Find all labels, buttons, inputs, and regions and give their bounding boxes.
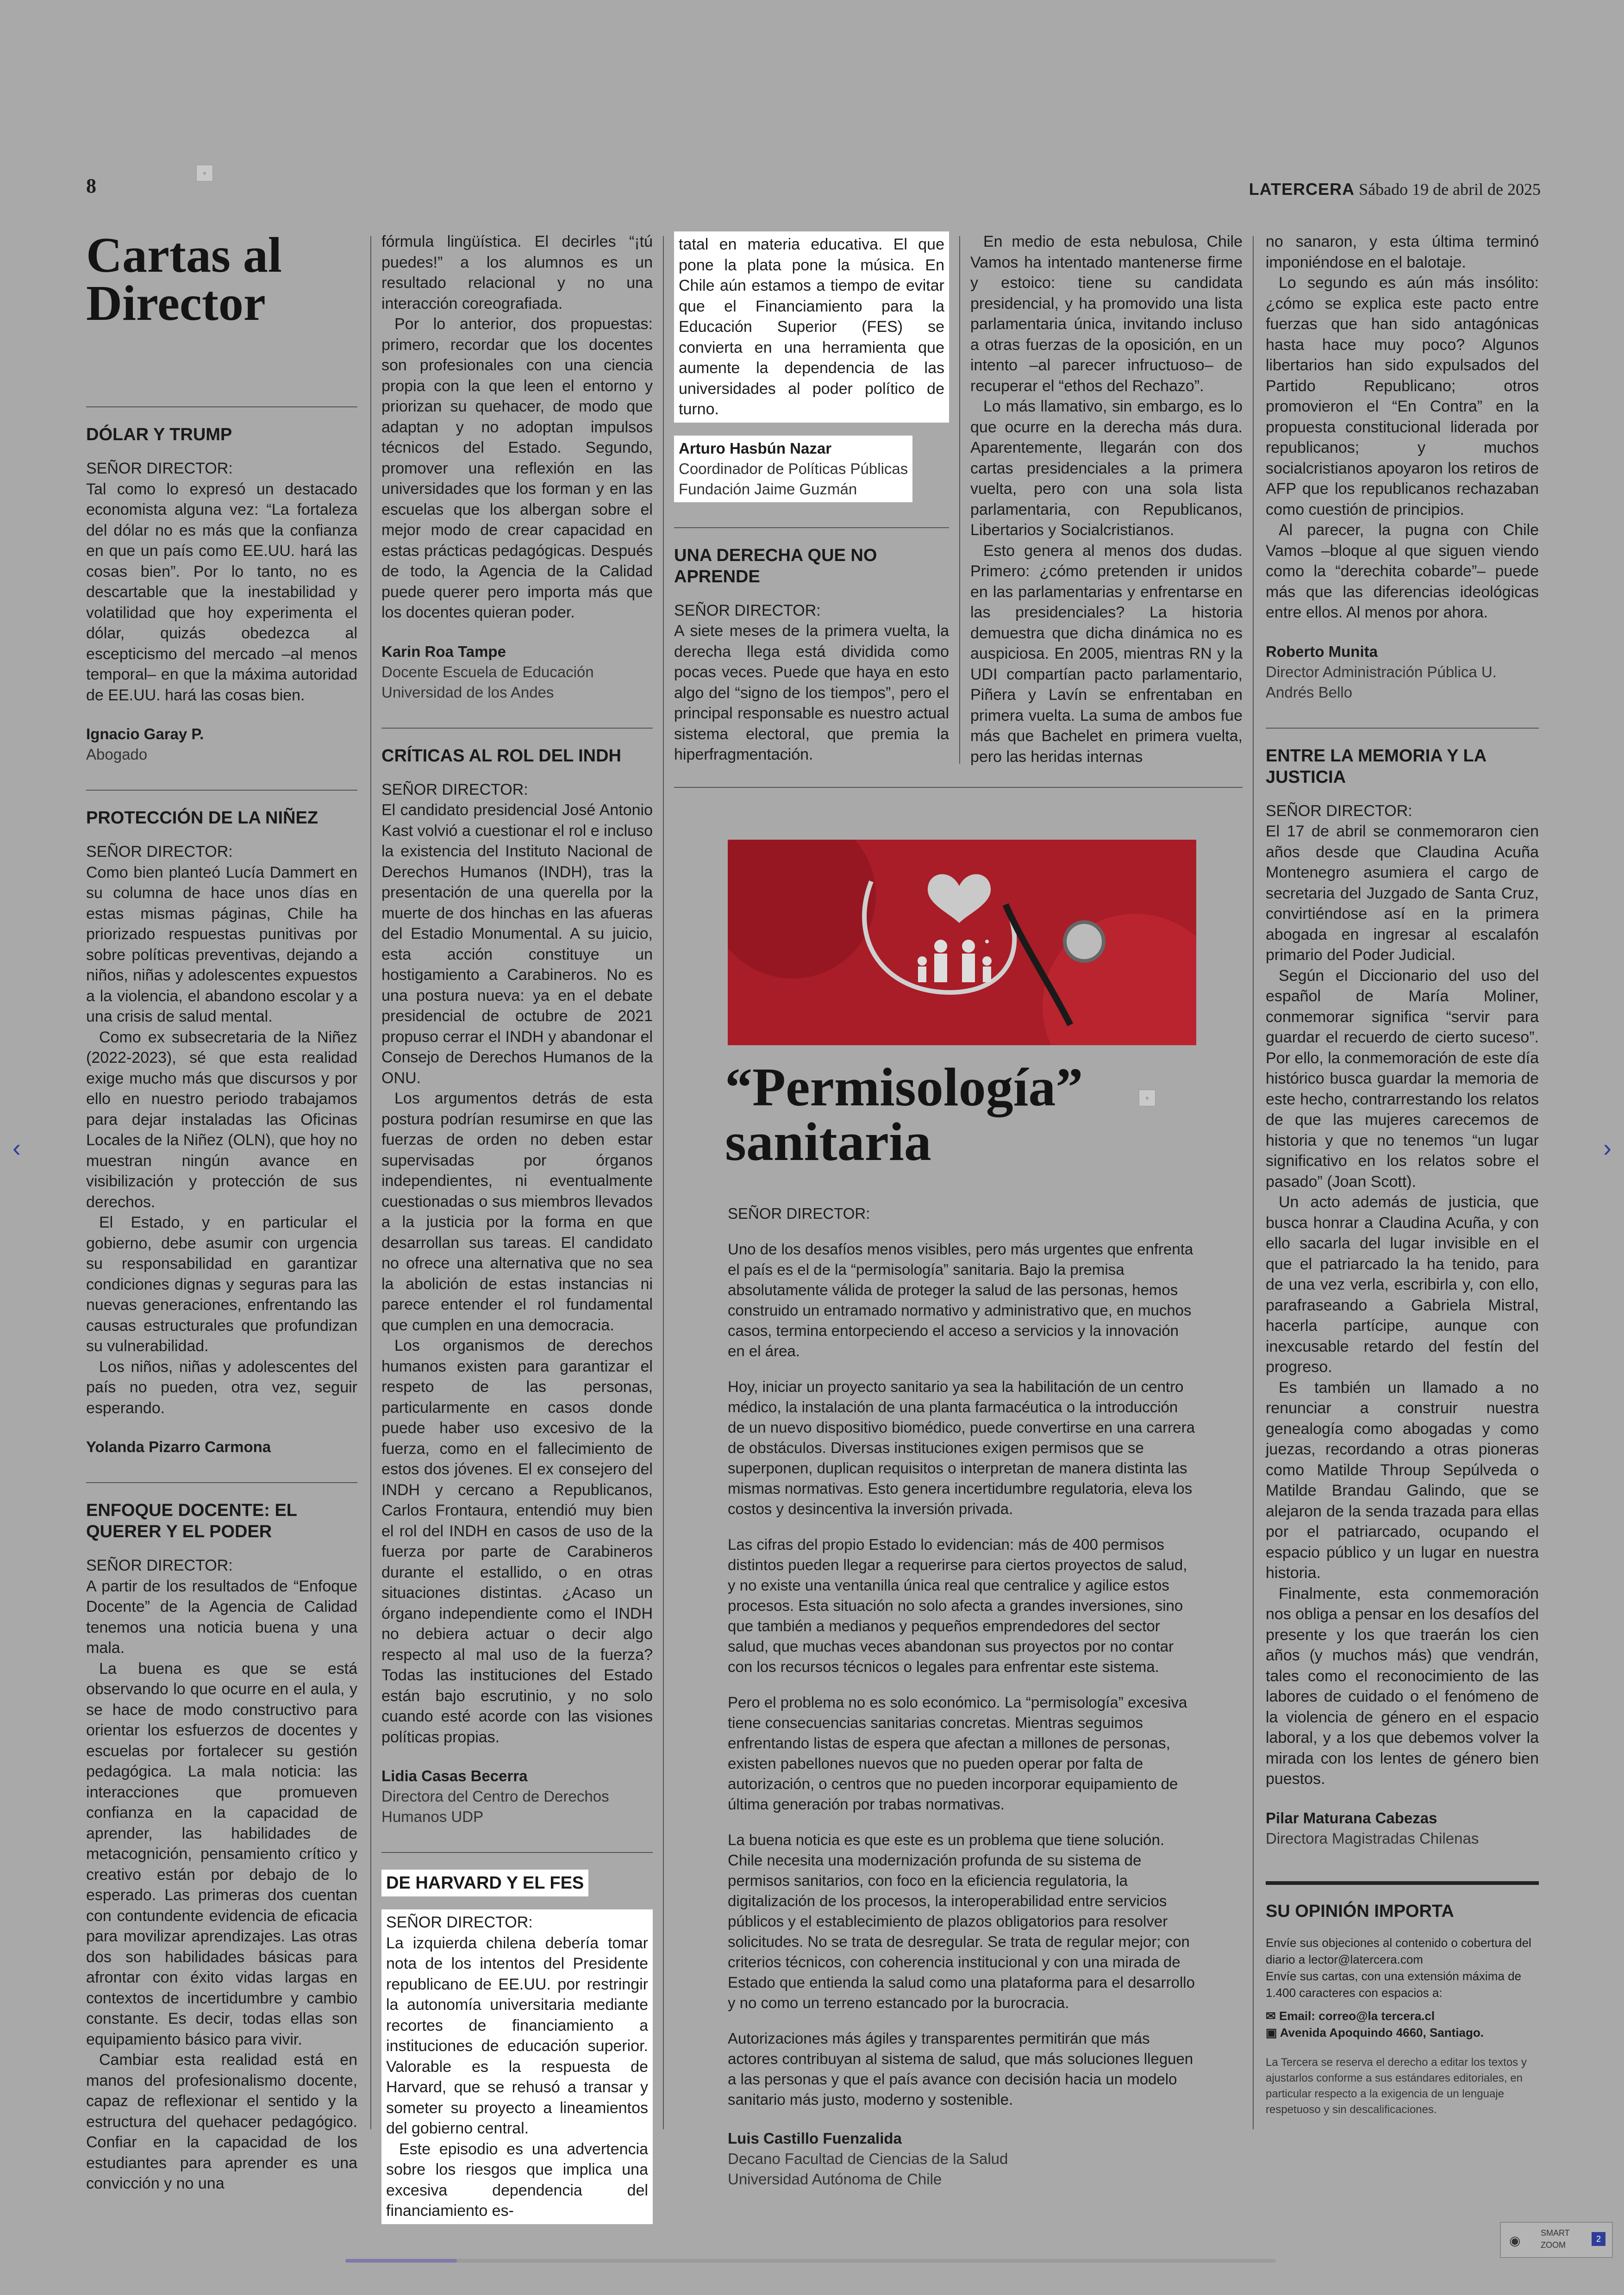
letter-body (1266, 821, 1539, 1790)
divider (86, 1482, 357, 1483)
letter-signature-role: Universidad Autónoma de Chile (728, 2170, 942, 2188)
letter-body (86, 1576, 357, 2194)
letter-paragraph: Este episodio es una advertencia sobre los riesgos que implica una excesiva dependencia del financiamiento es- (386, 2140, 648, 2220)
letter-paragraph: Autorizaciones más ágiles y transparentes permitirán que más actores contribuyan al sistema de salud, que más soluciones lleguen a las personas y que el país avance con decisión hacia un modelo sanitario más justo, moderno y sostenible. (728, 2030, 1193, 2108)
letter-paragraph: tatal en materia educativa. El que pone la plata pone la música. En Chile aún estamos a tiempo de evitar que el Financiamiento para la Educación Superior (FES) se convierta en una herramienta que aumente la dependencia de las universidades al poder político de turno. (679, 236, 944, 418)
smart-zoom-label: SMART (1541, 2228, 1570, 2238)
letter-signature-role: Director Administración Pública U. (1266, 663, 1497, 680)
letter-signature: Luis Castillo Fuenzalida (728, 2130, 902, 2147)
letter-signature-role: Docente Escuela de Educación (381, 663, 594, 680)
letter-signature-role: Abogado (86, 746, 148, 763)
letter-paragraph: Según el Diccionario del uso del español de María Moliner, conmemorar significa “servir para guardar el recuerdo de cierto suceso”. Por ello, la conmemoración de este día histórico busca guardar la memoria de este hecho, contrarrestando los relatos de que las mujeres carecemos de historia y que no tenemos “un lugar significativo en los relatos sobre el pasado” (Joan Scott). (1266, 967, 1539, 1191)
letter-paragraph: Finalmente, esta conmemoración nos obliga a pensar en los desafíos del presente y los que traerán los cien años (y muchos más) que vendrán, tales como el reconocimiento de las labores de cuidado o el fenómeno de la violencia de género en el espacio laboral, y a los que debemos volver la mirada con los lentes de género bien puestos. (1266, 1584, 1539, 1788)
opinion-note: La Tercera se reserva el derecho a editar los textos y ajustarlos conforme a sus estándares editoriales, en particular respecto a la exigencia de un lenguaje respetuoso y sin descalificaciones. (1266, 2056, 1527, 2116)
column-5 (1266, 231, 1539, 2118)
letter-paragraph: Tal como lo expresó un destacado economista alguna vez: “La fortaleza del dólar no es más que la confianza en que un país como EE.UU. hará las cosas bien”. Por lo tanto, no es descartable que la inestabilidad y volatilidad que hoy experimenta el dólar, quizás obedezca al escepticismo del mercado –al menos temporal– en que la máxima autoridad de EE.UU. hará las cosas bien. (86, 480, 357, 704)
brand: LATERCERA (1249, 180, 1355, 199)
letter-paragraph: Como ex subsecretaria de la Niñez (2022-2023), sé que esta realidad exige mucho más que discursos y por ello en nuestro periodo trabajamos para dejar instaladas las Oficinas Locales de la Niñez (OLN), que hoy no muestran ningún avance en visibilización y protección de sus derechos. (86, 1028, 357, 1211)
column-1 (86, 228, 357, 2194)
letter-paragraph: Hoy, iniciar un proyecto sanitario ya sea la habilitación de un centro médico, la instalación de una planta farmacéutica o la introducción de un nuevo dispositivo biomédico, puede convertirse en una carrera de obstáculos. Diversas instituciones exigen permisos que se superponen, duplican requisitos o interpretan de manera distinta las mismas normativas. Esto genera incertidumbre regulatoria, eleva los costos y desincentiva la inversión privada. (728, 1378, 1195, 1517)
letter-title: PROTECCIÓN DE LA NIÑEZ (86, 808, 319, 828)
letter-paragraph: Lo más llamativo, sin embargo, es lo que ocurre en la derecha más dura. Aparentemente, llegarán con dos cartas presidenciales a la primera vuelta, pero con una sola lista parlamentaria, con Republicanos, Libertarios y Socialcristianos. (970, 398, 1243, 539)
letter-title: ENTRE LA MEMORIA Y LA JUSTICIA (1266, 746, 1486, 787)
column-divider (370, 236, 371, 2129)
letter-paragraph: Un acto además de justicia, que busca honrar a Claudina Acuña, y con ello sacarla del lugar invisible en el que el patriarcado la ha tenido, para de una vez verla, escribirla y, con ello, parafraseando a Gabriela Mistral, hacerla partícipe, aunque con inexcusable retardo del festín del progreso. (1266, 1193, 1539, 1376)
letter-signature: Lidia Casas Becerra (381, 1767, 528, 1784)
letter-body (674, 621, 949, 765)
letter-title: ENFOQUE DOCENTE: EL QUERER Y EL PODER (86, 1501, 297, 1541)
reading-progress-track[interactable] (345, 2259, 1276, 2263)
letter-paragraph: Las cifras del propio Estado lo evidencian: más de 400 permisos distintos pueden llegar a requerirse para ciertos proyectos de salud, y no existe una ventanilla única real que centralice y agilice estos procesos. Esta situación no solo afecta a grandes inversiones, sino que también a medianos y pequeños emprendedores del sector salud, que muchas veces abandonan sus proyectos por no contar con los recursos técnicos o legales para enfrentar este sistema. (728, 1536, 1187, 1675)
column-divider (663, 236, 664, 2129)
letter-body (86, 862, 357, 1419)
letter-salutation: SEÑOR DIRECTOR: (728, 1205, 870, 1222)
letter-salutation: SEÑOR DIRECTOR: (386, 1914, 533, 1931)
letter-signature-role: Decano Facultad de Ciencias de la Salud (728, 2150, 1008, 2167)
feature-letter (728, 1204, 1196, 2189)
letter-paragraph: fórmula lingüística. El decirles “¡tú puedes!” a los alumnos es un resultado relacional y no una interacción coreografiada. (381, 233, 653, 312)
divider (674, 787, 1243, 788)
letter-paragraph: Pero el problema no es solo económico. La “permisología” excesiva tiene consecuencias sanitarias concretas. Mientras seguimos enfrentando listas de espera que afectan a millones de personas, existen pabellones nuevos que no pueden operar por falta de autorización, o centros que no pueden incorporar equipamiento de última generación por trabas normativas. (728, 1694, 1187, 1813)
letter-salutation: SEÑOR DIRECTOR: (674, 601, 821, 619)
letter-signature: Karin Roa Tampe (381, 642, 506, 660)
column-2 (381, 231, 653, 2224)
letter-signature: Yolanda Pizarro Carmona (86, 1438, 271, 1455)
letter-signature: Roberto Munita (1266, 642, 1378, 660)
letter-body (381, 800, 653, 1747)
feature-title: “Permisología” sanitaria (725, 1057, 1083, 1172)
divider (674, 527, 949, 528)
letter-salutation: SEÑOR DIRECTOR: (86, 843, 233, 861)
smart-zoom-button[interactable] (1500, 2222, 1613, 2258)
opinion-email[interactable]: ✉ Email: correo@la tercera.cl (1266, 2008, 1435, 2023)
reading-progress-fill (345, 2259, 457, 2263)
divider (86, 406, 357, 407)
letter-paragraph: Lo segundo es aún más insólito: ¿cómo se explica este pacto entre fuerzas que han sido antagónicas hasta hace muy poco? Algunos libertarios han sido expulsados del Partido Republicano; otros promovieron el “En Contra” en la propuesta constitucional liderada por republicanos; y muchos socialcristianos apoyaron los retiros de AFP que los republicanos rechazaban como cuestión de principios. (1266, 274, 1539, 518)
letter-paragraph: El candidato presidencial José Antonio Kast volvió a cuestionar el rol e incluso la existencia del Instituto Nacional de Derechos Humanos (INDH), tras la presentación de una querella por la muerte de dos hinchas en las afueras del Estadio Monumental. A su juicio, esta acción constituye un hostigamiento a Carabineros. No es una postura nueva: ya en el debate presidencial de octubre de 2021 propuso cerrar el INDH y abandonar el Consejo de Derechos Humanos de la ONU. (381, 801, 653, 1087)
previous-page-button[interactable]: ‹ (12, 1134, 21, 1162)
letter-paragraph: Por lo anterior, dos propuestas: primero, recordar que los docentes son profesionales con una ciencia propia con la que leen el entorno y priorizan su quehacer, de modo que adaptan y no adoptan impulsos técnicos del Estado. Segundo, promover una reflexión en las universidades que los forman y en las escuelas que los albergan sobre el mejor modo de crear capacidad en estas prácticas pedagógicas. Después de todo, la Agencia de la Calidad puede querer pero importa más que los docentes quieran poder. (381, 315, 653, 621)
column-divider (959, 236, 960, 764)
next-page-button[interactable]: › (1603, 1134, 1612, 1162)
divider (1266, 728, 1539, 729)
feature-illustration (728, 840, 1196, 1045)
divider (381, 1852, 653, 1853)
letter-salutation: SEÑOR DIRECTOR: (86, 1557, 233, 1574)
letter-paragraph: La buena es que se está observando lo que ocurre en el aula, y se hace de modo constructivo para orientar los esfuerzos de docentes y escuelas por fortalecer su gestión pedagógica. La mala noticia: las interacciones que promueven confianza en la capacidad de aprender, las habilidades de metacognición, pensamiento crítico y creativo están por debajo de lo esperado. Las primeras dos cuentan con contundente evidencia de eficacia para movilizar aprendizajes. Las otras dos son habilidades básicas para afrontar con éxito vidas largas en contextos de incertidumbre y cambio constante. Es decir, todas ellas son equipamiento básico para vivir. (86, 1659, 357, 2048)
column-divider (1253, 236, 1254, 2129)
letter-signature-role: Coordinador de Políticas Públicas (679, 460, 908, 477)
highlighted-text (381, 1909, 653, 2224)
letter-title: CRÍTICAS AL ROL DEL INDH (381, 746, 621, 766)
column-4 (970, 231, 1243, 767)
email-icon: ✉ (1266, 2008, 1280, 2023)
divider (86, 790, 357, 791)
letter-signature: Arturo Hasbún Nazar (679, 439, 832, 457)
letter-paragraph: no sanaron, y esta última terminó imponiéndose en el balotaje. (1266, 233, 1539, 271)
opinion-line: Envíe sus objeciones al contenido o cobertura del diario a lector@latercera.com (1266, 1935, 1531, 1966)
letter-signature-role: Directora del Centro de Derechos (381, 1788, 609, 1805)
column-3 (674, 231, 949, 765)
zoom-region-icon[interactable]: ▫ (1139, 1090, 1156, 1106)
letter-paragraph: El Estado, y en particular el gobierno, debe asumir con urgencia su responsabilidad en garantizar condiciones dignas y seguras para las nuevas generaciones, enfrentando las causas estructurales que profundizan su vulnerabilidad. (86, 1214, 357, 1355)
letter-signature-role: Fundación Jaime Guzmán (679, 480, 857, 498)
letter-paragraph: Esto genera al menos dos dudas. Primero: ¿cómo pretenden ir unidos en las parlamentarias y enfrentarse en las presidenciales? La historia demuestra que dicha dinámica no es auspiciosa. En 2005, mientras RN y la UDI compartían pacto parlamentario, Piñera y Lavín se enfrentaban en primera vuelta. La suma de ambos fue más que Bachelet en primera vuelta, pero las heridas internas (970, 542, 1243, 766)
letter-paragraph: Los organismos de derechos humanos existen para garantizar el respeto de las personas, particularmente en casos donde puede haber uso excesivo de la fuerza, como en el fallecimiento de estos dos jóvenes. El ex consejero del INDH y cercano a Republicanos, Carlos Frontaura, entendió muy bien el rol del INDH en casos de uso de la fuerza por parte de Carabineros durante el estallido, o en otras situaciones distintas. ¿Acaso un órgano independiente como el INDH no debiera actuar o decir algo respecto al mal uso de la fuerza? Todas las instituciones del Estado están bajo escrutinio, y no solo cuando esté acorde con las visiones políticas propias. (381, 1337, 653, 1746)
masthead (1249, 180, 1541, 199)
letter-signature-role: Andrés Bello (1266, 683, 1353, 701)
opinion-address: ▣ Avenida Apoquindo 4660, Santiago. (1266, 2025, 1484, 2039)
address-icon: ▣ (1266, 2025, 1280, 2039)
divider (1266, 1881, 1539, 1885)
letter-salutation: SEÑOR DIRECTOR: (1266, 802, 1412, 820)
letter-body (86, 479, 357, 706)
opinion-title: SU OPINIÓN IMPORTA (1266, 1901, 1454, 1921)
highlighted-signature (674, 436, 912, 502)
letter-signature-role: Universidad de los Andes (381, 683, 554, 701)
letter-paragraph: Los niños, niñas y adolescentes del país no pueden, otra vez, seguir esperando. (86, 1358, 357, 1417)
letter-paragraph: La buena noticia es que este es un problema que tiene solución. Chile necesita una modernización profunda de su sistema de permisos sanitarios, con foco en la eficiencia regulatoria, la digitalización de los procesos, la interoperabilidad entre servicios públicos y el establecimiento de plazos obligatorios para resolver solicitudes. No se trata de desregular. Se trata de regular mejor; con criterios técnicos, con coherencia institucional y con una mirada de Estado que entienda la salud como una plataforma para el desarrollo y no como un terreno estancado por la burocracia. (728, 1831, 1195, 2011)
letter-paragraph: A partir de los resultados de “Enfoque Docente” de la Agencia de Calidad tenemos una noticia buena y una mala. (86, 1577, 357, 1657)
letter-signature: Ignacio Garay P. (86, 725, 204, 742)
letter-signature-role: Humanos UDP (381, 1808, 484, 1825)
section-title: Cartas al Director (86, 228, 282, 331)
letter-salutation: SEÑOR DIRECTOR: (381, 780, 528, 798)
smart-zoom-badge: 2 (1592, 2232, 1605, 2246)
letter-salutation: SEÑOR DIRECTOR: (86, 460, 233, 477)
page-thumbnail-icon[interactable]: ▫ (196, 165, 213, 181)
letter-title: DE HARVARD Y EL FES (381, 1870, 588, 1896)
letter-paragraph: Uno de los desafíos menos visibles, pero más urgentes que enfrenta el país es el de la “permisología” sanitaria. Bajo la premisa absolutamente válida de proteger la salud de las personas, hemos construido un entramado normativo y administrativo que, en muchos casos, termina entorpeciendo el acceso a servicios y la innovación en el área. (728, 1241, 1193, 1360)
eye-icon: ◉ (1509, 2233, 1521, 2248)
letter-paragraph: El 17 de abril se conmemoraron cien años desde que Claudina Acuña Montenegro asumiera el cargo de secretaria del Juzgado de Santa Cruz, convirtiéndose así en la primera abogada en ingresar al escalafón primario del Poder Judicial. (1266, 823, 1539, 964)
letter-paragraph: A siete meses de la primera vuelta, la derecha llega está dividida como pocas veces. Puede que haya en esto algo del “signo de los tiempos”, pero el principal responsable es nuestro actual sistema electoral, que premia la hiperfragmentación. (674, 622, 949, 763)
issue-date: Sábado 19 de abril de 2025 (1359, 180, 1541, 199)
opinion-box (1266, 1902, 1539, 2118)
letter-signature: Pilar Maturana Cabezas (1266, 1809, 1437, 1827)
letter-title: DÓLAR Y TRUMP (86, 425, 232, 444)
letter-paragraph: Cambiar esta realidad está en manos del profesionalismo docente, capaz de reflexionar el sentido y la estructura del quehacer pedagógico. Confiar en la capacidad de los estudiantes para aprender es una convicción y no una (86, 2051, 357, 2192)
highlighted-text (674, 231, 949, 423)
letter-paragraph: Al parecer, la pugna con Chile Vamos –bloque al que siguen viendo como la “derechita cobarde”– puede más que las diferencias ideológicas entre ellos. Al menos por ahora. (1266, 521, 1539, 621)
letter-paragraph: La izquierda chilena debería tomar nota de los intentos del Presidente republicano de EE.UU. por restringir la autonomía universitaria mediante recortes de financiamiento a instituciones de educación superior. Valorable es la respuesta de Harvard, que se rehusó a transar y someter su proyecto a lineamientos del gobierno central. (386, 1934, 648, 2137)
letter-signature-role: Directora Magistradas Chilenas (1266, 1829, 1479, 1847)
letter-body (386, 1933, 648, 2221)
divider (381, 728, 653, 729)
letter-paragraph: Es también un llamado a no renunciar a construir nuestra genealogía como abogadas y como juezas, recordando a otras pioneras como Matilde Throup Sepúlveda o Matilde Brandau Galindo, que se alejaron de la senda trazada para ellas por el patriarcado, ocupando el espacio público y un lugar en nuestra historia. (1266, 1378, 1539, 1582)
letter-paragraph: Los argumentos detrás de esta postura podrían resumirse en que las fuerzas de orden no deben estar supervisadas por órganos independientes, ni eventualmente cuestionadas o sus miembros llevados a la justicia por la forma en que desarrollan sus tareas. El candidato no ofrece una alternativa que no sea la abolición de estas instancias ni parece entender el rol fundamental que cumplen en una democracia. (381, 1090, 653, 1334)
letter-title: UNA DERECHA QUE NO APRENDE (674, 545, 877, 586)
smart-zoom-label: ZOOM (1541, 2240, 1566, 2250)
page-number: 8 (86, 175, 96, 197)
letter-paragraph: En medio de esta nebulosa, Chile Vamos ha intentado mantenerse firme y estoico: tiene su candidata presidencial, y ha promovido una lista parlamentaria única, invitando incluso a otras fuerzas de la oposición, en un intento –al parecer infructuoso– de recuperar el “ethos del Rechazo”. (970, 233, 1243, 395)
opinion-line: Envíe sus cartas, con una extensión máxima de 1.400 caracteres con espacios a: (1266, 1969, 1522, 2000)
letter-paragraph: Como bien planteó Lucía Dammert en su columna de hace unos días en estas mismas páginas, Chile ha priorizado respuestas punitivas por sobre políticas preventivas, dejando a niños, niñas y adolescentes expuestos a la violencia, el abandono escolar y a una crisis de salud mental. (86, 863, 357, 1025)
